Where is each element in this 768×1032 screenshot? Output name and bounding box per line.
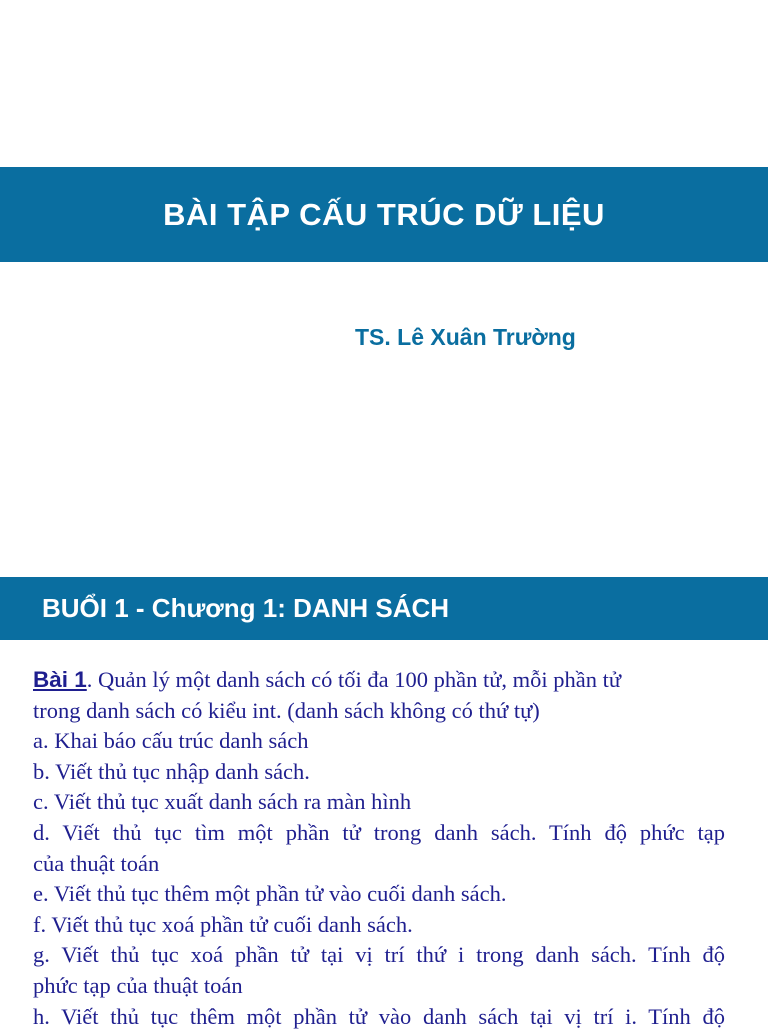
- section-title: BUỔI 1 - Chương 1: DANH SÁCH: [42, 593, 450, 623]
- author-name: TS. Lê Xuân Trường: [355, 324, 576, 350]
- exercise-intro-text: . Quản lý một danh sách có tối đa 100 phần tử, mỗi phần tử: [86, 667, 622, 692]
- exercise-item-d-cont: của thuật toán: [33, 850, 160, 876]
- exercise-item-h: h. Viết thủ tục thêm một phần tử vào danh sách tại vị trí i. Tính độ: [33, 1003, 725, 1029]
- exercise-item-f: f. Viết thủ tục xoá phần tử cuối danh sách.: [33, 911, 413, 937]
- exercise-item-a: a. Khai báo cấu trúc danh sách: [33, 728, 309, 754]
- exercise-intro-line-2: trong danh sách có kiểu int. (danh sách không có thứ tự): [33, 697, 540, 723]
- exercise-item-g-cont: phức tạp của thuật toán: [33, 972, 243, 998]
- exercise-item-g: g. Viết thủ tục xoá phần tử tại vị trí thứ i trong danh sách. Tính độ: [33, 942, 725, 968]
- exercise-item-d: d. Viết thủ tục tìm một phần tử trong danh sách. Tính độ phức tạp: [33, 819, 725, 845]
- exercise-intro-line: [33, 665, 725, 696]
- exercise-item-e: e. Viết thủ tục thêm một phần tử vào cuối danh sách.: [33, 881, 507, 907]
- exercise-item-b: b. Viết thủ tục nhập danh sách.: [33, 758, 310, 784]
- exercise-block: [33, 665, 725, 1032]
- exercise-item-c: c. Viết thủ tục xuất danh sách ra màn hình: [33, 789, 412, 815]
- section-banner: [0, 577, 768, 640]
- title-banner: [0, 167, 768, 262]
- document-title: BÀI TẬP CẤU TRÚC DỮ LIỆU: [163, 196, 605, 232]
- exercise-label: Bài 1: [33, 667, 87, 692]
